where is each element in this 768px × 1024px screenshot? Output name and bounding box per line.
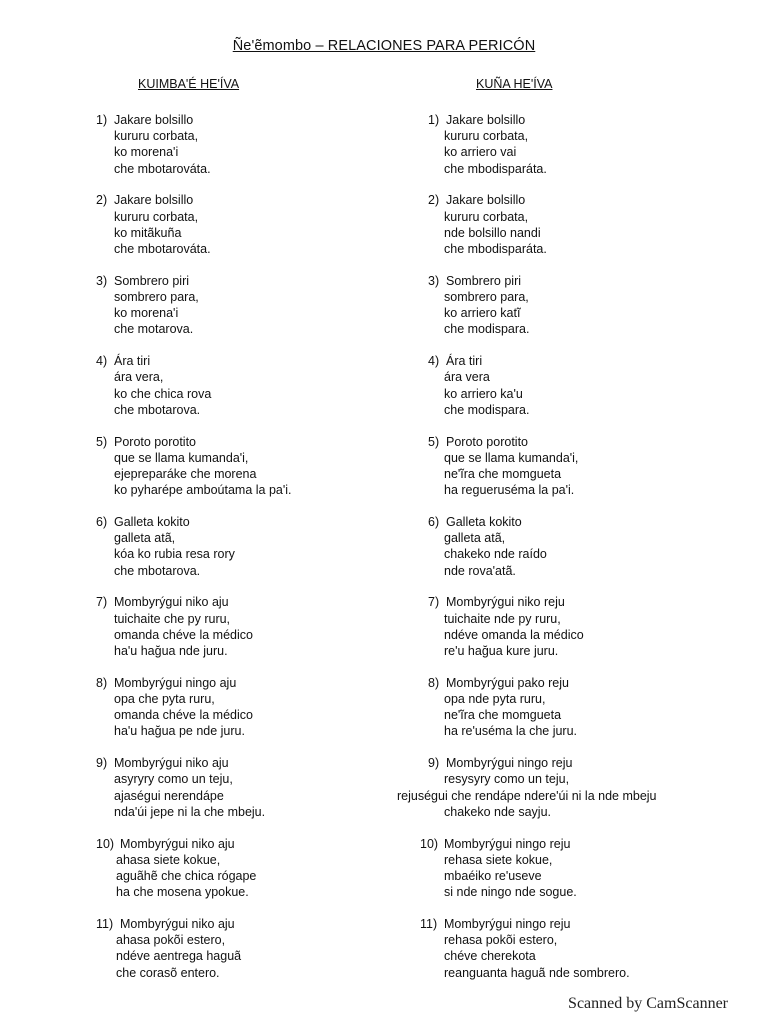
stanza-line: re'u hağua kure juru. — [444, 643, 559, 658]
stanza-line: ko morena'i — [114, 306, 179, 321]
stanza-line: ha re'uséma la che juru. — [444, 724, 578, 739]
stanza-line: Mombyrýgui ningo reju — [446, 756, 573, 771]
stanza-line: chéve cherekota — [444, 949, 536, 964]
left-stanza-11 — [96, 916, 426, 996]
stanza-line: ko pyharépe amboútama la pa'i. — [114, 483, 292, 498]
left-stanza-5 — [96, 434, 426, 514]
stanza-line: Mombyrýgui ningo reju — [444, 916, 571, 931]
stanza-line: ko che chica rova — [114, 386, 212, 401]
stanza-line: ko arriero vai — [444, 145, 517, 160]
right-stanza-list — [398, 112, 698, 996]
stanza-line: ha regueruséma la pa'i. — [444, 483, 575, 498]
stanza-line: Poroto porotito — [114, 434, 196, 449]
stanza-line: che corasõ entero. — [116, 965, 220, 980]
stanza-line: che modispara. — [444, 402, 530, 417]
stanza-line: Mombyrýgui ningo aju — [114, 675, 237, 690]
stanza-line: ejepreparáke che morena — [114, 466, 257, 481]
stanza-line: Mombyrýgui niko aju — [114, 595, 229, 610]
stanza-line: tuichaite nde py ruru, — [444, 611, 561, 626]
stanza-body — [444, 450, 578, 499]
stanza-line: rehasa pokõi estero, — [444, 933, 558, 948]
stanza-line: ha che mosena ypokue. — [116, 885, 249, 900]
stanza-line: Sombrero piri — [446, 273, 522, 288]
stanza-number: 3) — [428, 273, 440, 288]
stanza-number: 8) — [96, 675, 108, 690]
stanza-line: kururu corbata, — [444, 209, 529, 224]
stanza-number: 2) — [428, 193, 440, 208]
stanza-line: ko mitãkuña — [114, 225, 182, 240]
right-stanza-1 — [398, 112, 698, 192]
right-stanza-5 — [398, 434, 698, 514]
stanza-line: Mombyrýgui niko aju — [120, 916, 235, 931]
stanza-line: si nde ningo nde sogue. — [444, 885, 577, 900]
left-stanza-3 — [96, 273, 426, 353]
stanza-line: ndéve aentrega haguã — [116, 949, 242, 964]
right-stanza-8 — [398, 675, 698, 755]
stanza-body — [114, 691, 253, 740]
stanza-line: reanguanta haguã nde sombrero. — [444, 965, 630, 980]
left-stanza-7 — [96, 594, 426, 674]
right-column — [398, 76, 698, 996]
right-stanza-4 — [398, 353, 698, 433]
stanza-line: asyryry como un teju, — [114, 772, 233, 787]
stanza-line: che mbodisparáta. — [444, 241, 547, 256]
stanza-line: ajaségui nerendápe — [114, 788, 224, 803]
stanza-number: 4) — [96, 354, 108, 369]
stanza-line: ne'ĩra che momgueta — [444, 466, 562, 481]
left-stanza-10 — [96, 836, 426, 916]
stanza-number: 1) — [428, 113, 440, 127]
stanza-line: que se llama kumanda'i, — [444, 450, 579, 465]
stanza-number: 2) — [96, 193, 108, 208]
stanza-body — [114, 450, 292, 499]
stanza-line: sombrero para, — [444, 289, 529, 304]
stanza-body — [444, 530, 547, 579]
stanza-line: ko arriero ka'u — [444, 386, 523, 401]
stanza-body — [116, 932, 241, 981]
stanza-number: 7) — [96, 595, 108, 610]
stanza-body — [114, 771, 265, 820]
stanza-line: kururu corbata, — [114, 209, 199, 224]
right-column-header: KUÑA HE'ÍVA — [476, 77, 553, 91]
left-stanza-1 — [96, 112, 426, 192]
stanza-line: ha'u hağua nde juru. — [114, 643, 228, 658]
stanza-line: sombrero para, — [114, 289, 199, 304]
page-title: Ñe'ẽmombo – RELACIONES PARA PERICÓN — [232, 38, 536, 54]
stanza-line: ko arriero katĩ — [444, 306, 521, 321]
left-stanza-4 — [96, 353, 426, 433]
right-stanza-10 — [398, 836, 698, 916]
stanza-number: 9) — [428, 756, 440, 771]
left-stanza-list — [96, 112, 426, 996]
stanza-line: che mbotarováta. — [114, 161, 211, 176]
stanza-line: omanda chéve la médico — [114, 708, 253, 723]
stanza-line: ha'u hağua pe nde juru. — [114, 724, 245, 739]
stanza-line: ára vera — [444, 370, 490, 385]
stanza-line: che motarova. — [114, 322, 194, 337]
stanza-line: che mbotarova. — [114, 402, 201, 417]
stanza-line: ko morena'i — [114, 145, 179, 160]
stanza-line: che modispara. — [444, 322, 530, 337]
stanza-line: ára vera, — [114, 370, 164, 385]
stanza-line: ndéve omanda la médico — [444, 627, 584, 642]
stanza-body — [444, 611, 584, 660]
left-stanza-9 — [96, 755, 426, 835]
stanza-body — [114, 369, 211, 418]
stanza-number: 5) — [96, 434, 108, 449]
stanza-line: Galleta kokito — [114, 514, 190, 529]
stanza-line: omanda chéve la médico — [114, 627, 253, 642]
stanza-line: Jakare bolsillo — [446, 113, 526, 127]
stanza-line: rehasa siete kokue, — [444, 852, 553, 867]
stanza-line: Jakare bolsillo — [114, 193, 194, 208]
stanza-line: galleta atã, — [444, 531, 506, 546]
stanza-line: nda'úi jepe ni la che mbeju. — [114, 804, 266, 819]
stanza-number: 3) — [96, 273, 108, 288]
stanza-line: Ára tiri — [114, 354, 151, 369]
stanza-body — [114, 209, 211, 258]
left-column — [96, 76, 426, 996]
stanza-line: nde bolsillo nandi — [444, 225, 541, 240]
stanza-number: 1) — [96, 113, 108, 127]
stanza-line: resysyry como un teju, — [444, 772, 570, 787]
stanza-number: 9) — [96, 756, 108, 771]
stanza-body — [114, 530, 235, 579]
stanza-body — [444, 369, 529, 418]
stanza-line: que se llama kumanda'i, — [114, 450, 249, 465]
stanza-line: Sombrero piri — [114, 273, 190, 288]
stanza-body — [116, 852, 256, 901]
stanza-line: Jakare bolsillo — [114, 113, 194, 127]
left-stanza-6 — [96, 514, 426, 594]
stanza-number: 11) — [96, 916, 114, 931]
stanza-line: nde rova'atã. — [444, 563, 516, 578]
stanza-line: kururu corbata, — [114, 129, 199, 144]
stanza-line: opa che pyta ruru, — [114, 691, 215, 706]
stanza-line: che mbotarova. — [114, 563, 201, 578]
stanza-number: 10) — [420, 836, 439, 851]
stanza-line: ne'ĩra che momgueta — [444, 708, 562, 723]
stanza-line: Ára tiri — [446, 354, 483, 369]
stanza-body — [114, 611, 253, 660]
stanza-line: Jakare bolsillo — [446, 193, 526, 208]
stanza-body — [444, 852, 577, 901]
stanza-line: che mbodisparáta. — [444, 161, 547, 176]
right-stanza-7 — [398, 594, 698, 674]
stanza-line: ahasa siete kokue, — [116, 852, 221, 867]
stanza-line: ahasa pokõi estero, — [116, 933, 226, 948]
stanza-line: Poroto porotito — [446, 434, 528, 449]
stanza-line: Mombyrýgui niko aju — [114, 756, 229, 771]
stanza-body — [114, 128, 211, 177]
stanza-body — [444, 932, 630, 981]
stanza-line: tuichaite che py ruru, — [114, 611, 231, 626]
stanza-number: 10) — [96, 836, 115, 851]
scanner-stamp: Scanned by CamScanner — [568, 995, 728, 1012]
stanza-line: rejuségui che rendápe ndere'úi ni la nde mbeju — [397, 788, 657, 803]
stanza-number: 5) — [428, 434, 440, 449]
stanza-line: Mombyrýgui niko aju — [120, 836, 235, 851]
stanza-number: 11) — [420, 916, 438, 931]
right-stanza-2 — [398, 192, 698, 272]
stanza-line: opa nde pyta ruru, — [444, 691, 546, 706]
stanza-line: aguãhẽ che chica rógape — [116, 868, 257, 883]
stanza-body — [397, 771, 657, 820]
right-stanza-9 — [398, 755, 698, 835]
stanza-line: Mombyrýgui pako reju — [446, 675, 569, 690]
stanza-number: 4) — [428, 354, 440, 369]
stanza-line: Mombyrýgui ningo reju — [444, 836, 571, 851]
right-stanza-6 — [398, 514, 698, 594]
stanza-body — [114, 289, 199, 338]
stanza-line: Galleta kokito — [446, 514, 522, 529]
stanza-number: 6) — [96, 514, 108, 529]
stanza-line: kururu corbata, — [444, 129, 529, 144]
right-stanza-11 — [398, 916, 698, 996]
stanza-body — [444, 128, 547, 177]
right-stanza-3 — [398, 273, 698, 353]
stanza-line: Mombyrýgui niko reju — [446, 595, 565, 610]
stanza-line: galleta atã, — [114, 531, 176, 546]
stanza-body — [444, 289, 529, 338]
stanza-line: kóa ko rubia resa rory — [114, 547, 235, 562]
stanza-line: chakeko nde raído — [444, 547, 547, 562]
stanza-number: 8) — [428, 675, 440, 690]
stanza-body — [444, 209, 547, 258]
left-stanza-2 — [96, 192, 426, 272]
stanza-line: chakeko nde sayju. — [444, 804, 552, 819]
left-column-header: KUIMBA'É HE'ÍVA — [138, 77, 240, 91]
stanza-line: che mbotarováta. — [114, 241, 211, 256]
left-stanza-8 — [96, 675, 426, 755]
stanza-number: 7) — [428, 595, 440, 610]
stanza-number: 6) — [428, 514, 440, 529]
stanza-body — [444, 691, 577, 740]
stanza-line: mbaéiko re'useve — [444, 868, 542, 883]
